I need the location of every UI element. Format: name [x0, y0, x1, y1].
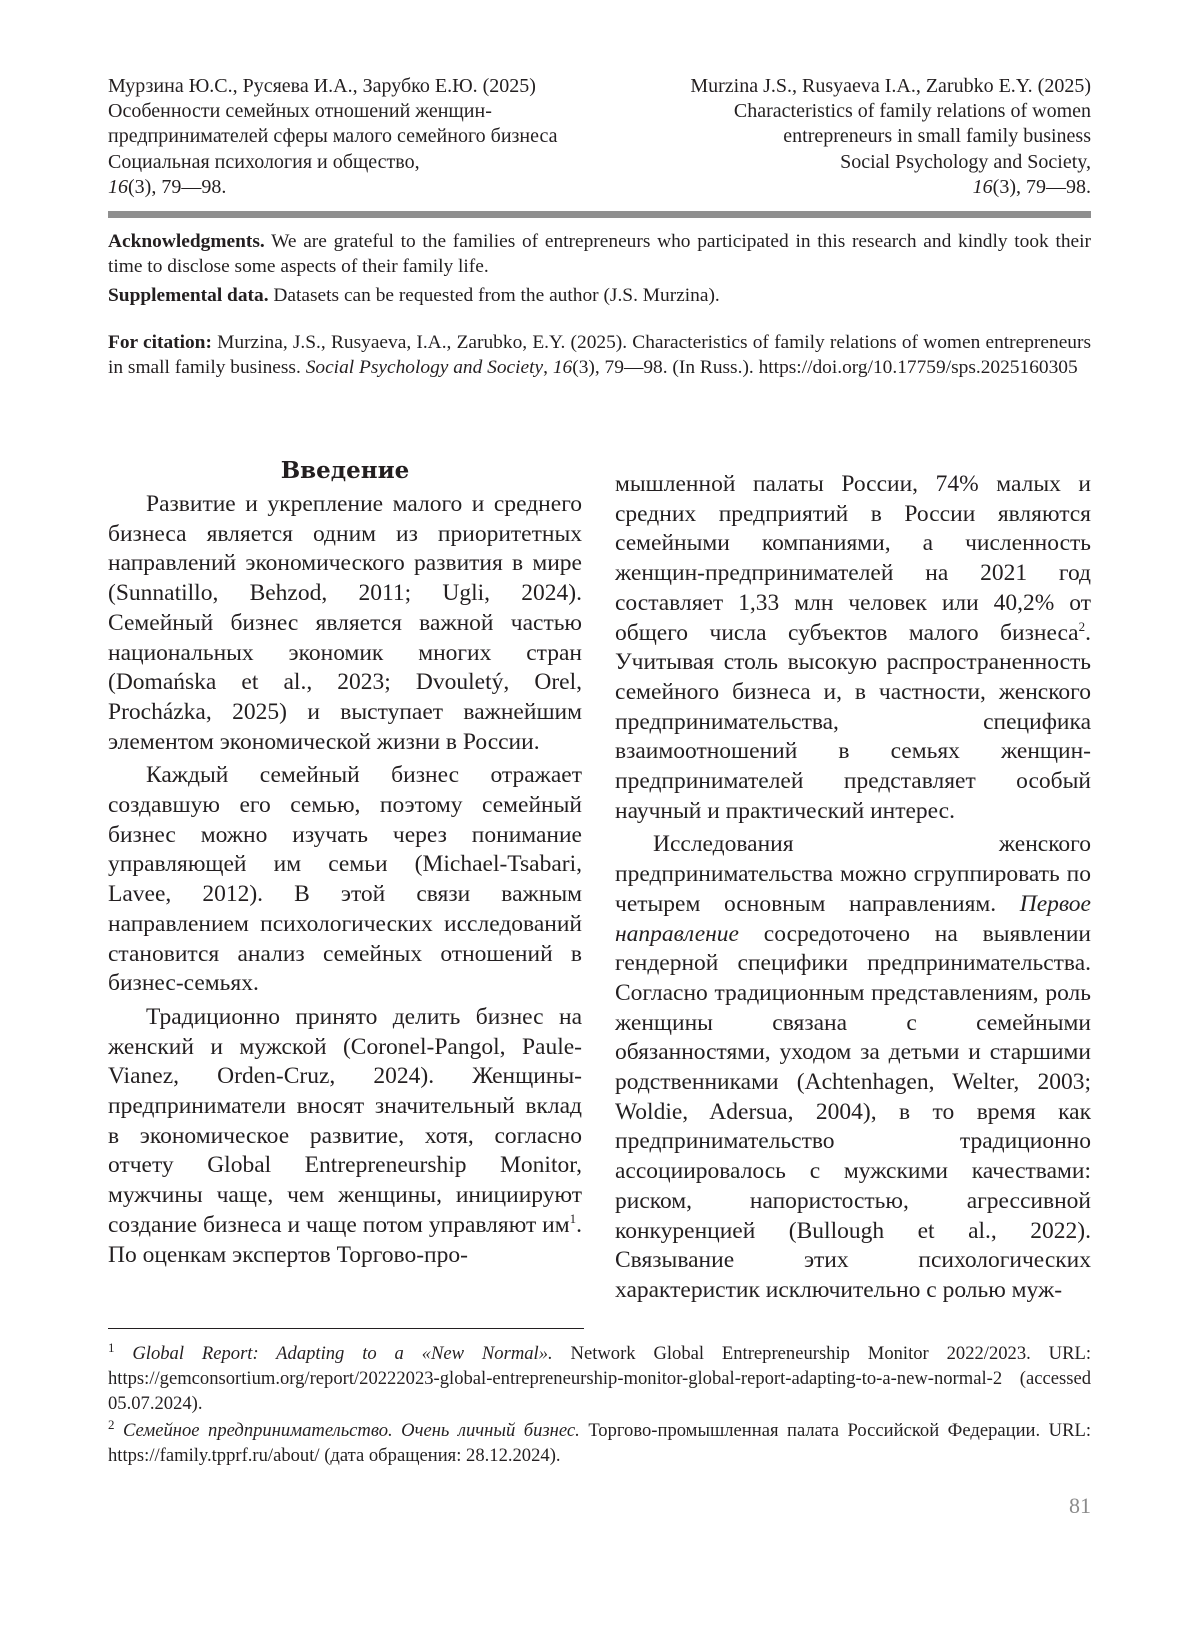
paragraph-text: . Учитывая столь высокую распространенность семейного бизнеса и, в частности, женского предпринимательства, специфика взаимоотношений в семьях женщин-предпринимателей представляет особый научный и практический интерес.: [615, 619, 1091, 824]
paragraph: [108, 1003, 582, 1270]
header-journal-en: Social Psychology and Society,: [840, 150, 1091, 173]
footnote-ref[interactable]: 2: [1078, 618, 1086, 634]
supplemental-label: Supplemental data.: [108, 285, 269, 306]
paragraph-text: Исследования женского предпринимательства можно сгруппировать по четырем основным направлениям.: [615, 831, 1091, 917]
left-column: [108, 456, 582, 1274]
paragraph-text: мышленной палаты России, 74% малых и средних предприятий в России являются семейными компаниями, а численность женщин-предпринимателей на 2021 год составляет 1,33 млн человек или 40,2% от общего числа субъектов малого бизнеса: [615, 471, 1091, 646]
footnote-number: 2: [108, 1416, 115, 1432]
paragraph-emphasis: Первое направление: [615, 890, 1091, 947]
header-title-en-line2: entrepreneurs in small family business: [783, 125, 1091, 148]
running-header-en: [611, 74, 1091, 200]
acknowledgments-text: We are grateful to the families of entrepreneurs who participated in this research and kindly took their time to disclose some aspects of their family life.: [108, 231, 1091, 277]
footnote-ref[interactable]: 1: [569, 1211, 577, 1227]
citation-text-a: Murzina, J.S., Rusyaeva, I.A., Zarubko, E.Y. (2025). Characteristics of family relations of women entrepreneurs in small family business.: [108, 332, 1091, 378]
running-header-ru: [108, 74, 588, 200]
right-column: [615, 470, 1091, 1310]
header-title-en-line1: Characteristics of family relations of women: [733, 100, 1091, 123]
header-pages-en: (3), 79—98.: [992, 175, 1091, 198]
header-authors-en: Murzina J.S., Rusyaeva I.A., Zarubko E.Y. (2025): [690, 75, 1091, 97]
header-divider: [108, 211, 1091, 218]
acknowledgments-label: Acknowledgments.: [108, 231, 265, 252]
header-authors-ru: Мурзина Ю.С., Русяева И.А., Зарубко Е.Ю. (2025): [108, 75, 536, 97]
footnote-title: Global Report: Adapting to a «New Normal».: [132, 1343, 553, 1364]
paragraph: [615, 470, 1091, 826]
citation: For citation: Murzina, J.S., Rusyaeva, I.A., Zarubko, E.Y. (2025). Characteristics of family relations of women entrepreneurs in small family business. Social Psychology and Society, 16(3), 79—98. (In Russ.). https://doi.org/10.17759/sps.2025160305: [108, 332, 1091, 378]
paragraph-text: . По оценкам экспертов Торгово-про-: [108, 1211, 582, 1268]
acknowledgments: [108, 229, 1091, 279]
footnote-text: Network Global Entrepreneurship Monitor 2022/2023. URL: https://gemconsortium.org/report/20222023-global-entrepreneurship-monitor-global-report-adapting-to-a-new-normal-2 (accessed 05.07.2024).: [108, 1343, 1091, 1414]
footnote-1: [108, 1341, 1091, 1416]
header-journal-ru: Социальная психология и общество,: [108, 150, 420, 173]
footnote-text: Торгово-промышленная палата Российской Федерации. URL: https://family.tpprf.ru/about/ (дата обращения: 28.12.2024).: [108, 1420, 1091, 1466]
paragraph-text: сосредоточено на выявлении гендерной специфики предпринимательства. Согласно традиционным представлениям, роль женщины связана с семейными обязанностями, уходом за детьми и старшими родственниками (Achtenhagen, Welter, 2003; Woldie, Adersua, 2004), в то время как предпринимательство традиционно ассоциировалось с мужскими качествами: риском, напористостью, агрессивной конкуренцией (Bullough et al., 2022). Связывание этих психологических характеристик исключительно с ролью муж-: [615, 920, 1091, 1303]
citation-label: For citation:: [108, 332, 212, 353]
section-heading: Введение: [280, 457, 410, 484]
header-title-ru-line2: предпринимателей сферы малого семейного бизнеса: [108, 125, 558, 148]
paragraph: [615, 830, 1091, 1305]
citation-journal: Social Psychology and Society: [305, 357, 544, 378]
header-volume-en: 16: [972, 175, 993, 198]
page-number: 81: [1069, 1493, 1091, 1518]
supplemental-text: Datasets can be requested from the author (J.S. Murzina).: [273, 285, 720, 306]
header-volume-ru: 16: [108, 175, 128, 198]
header-issue-ru: [108, 175, 588, 200]
paragraph-text: Традиционно принято делить бизнес на женский и мужской (Coronel-Pangol, Paule-Vianez, Orden-Cruz, 2024). Женщины-предприниматели вносят значительный вклад в экономическое развитие, хотя, согласно отчету Global Entrepreneurship Monitor, мужчины чаще, чем женщины, инициируют создание бизнеса и чаще потом управляют им: [108, 1003, 582, 1238]
footnote-number: 1: [108, 1339, 115, 1355]
citation-volume: 16: [552, 357, 573, 378]
supplemental-data: [108, 283, 1091, 308]
footnote-divider: [108, 1328, 584, 1329]
paragraph: Каждый семейный бизнес отражает создавшую его семью, поэтому семейный бизнес можно изучать через понимание управляющей им семьи (Michael-Tsabari, Lavee, 2012). В этой связи важным направлением психологических исследований становится анализ семейных отношений в бизнес-семьях.: [108, 762, 582, 997]
citation-text-b: (3), 79—98. (In Russ.). https://doi.org/10.17759/sps.2025160305: [572, 357, 1078, 378]
header-pages-ru: (3), 79—98.: [128, 175, 227, 198]
footnote-title: Семейное предпринимательство. Очень личный бизнес.: [123, 1420, 580, 1441]
header-issue-en: [611, 175, 1091, 200]
footnote-2: [108, 1418, 1091, 1468]
header-title-ru-line1: Особенности семейных отношений женщин-: [108, 100, 492, 123]
paragraph: Развитие и укрепление малого и среднего бизнеса является одним из приоритетных направлений экономического развития в мире (Sunnatillo, Behzod, 2011; Ugli, 2024). Семейный бизнес является важной частью национальных экономик многих стран (Domańska et al., 2023; Dvouletý, Orel, Procházka, 2025) и выступает важнейшим элементом экономической жизни в России.: [108, 491, 582, 755]
